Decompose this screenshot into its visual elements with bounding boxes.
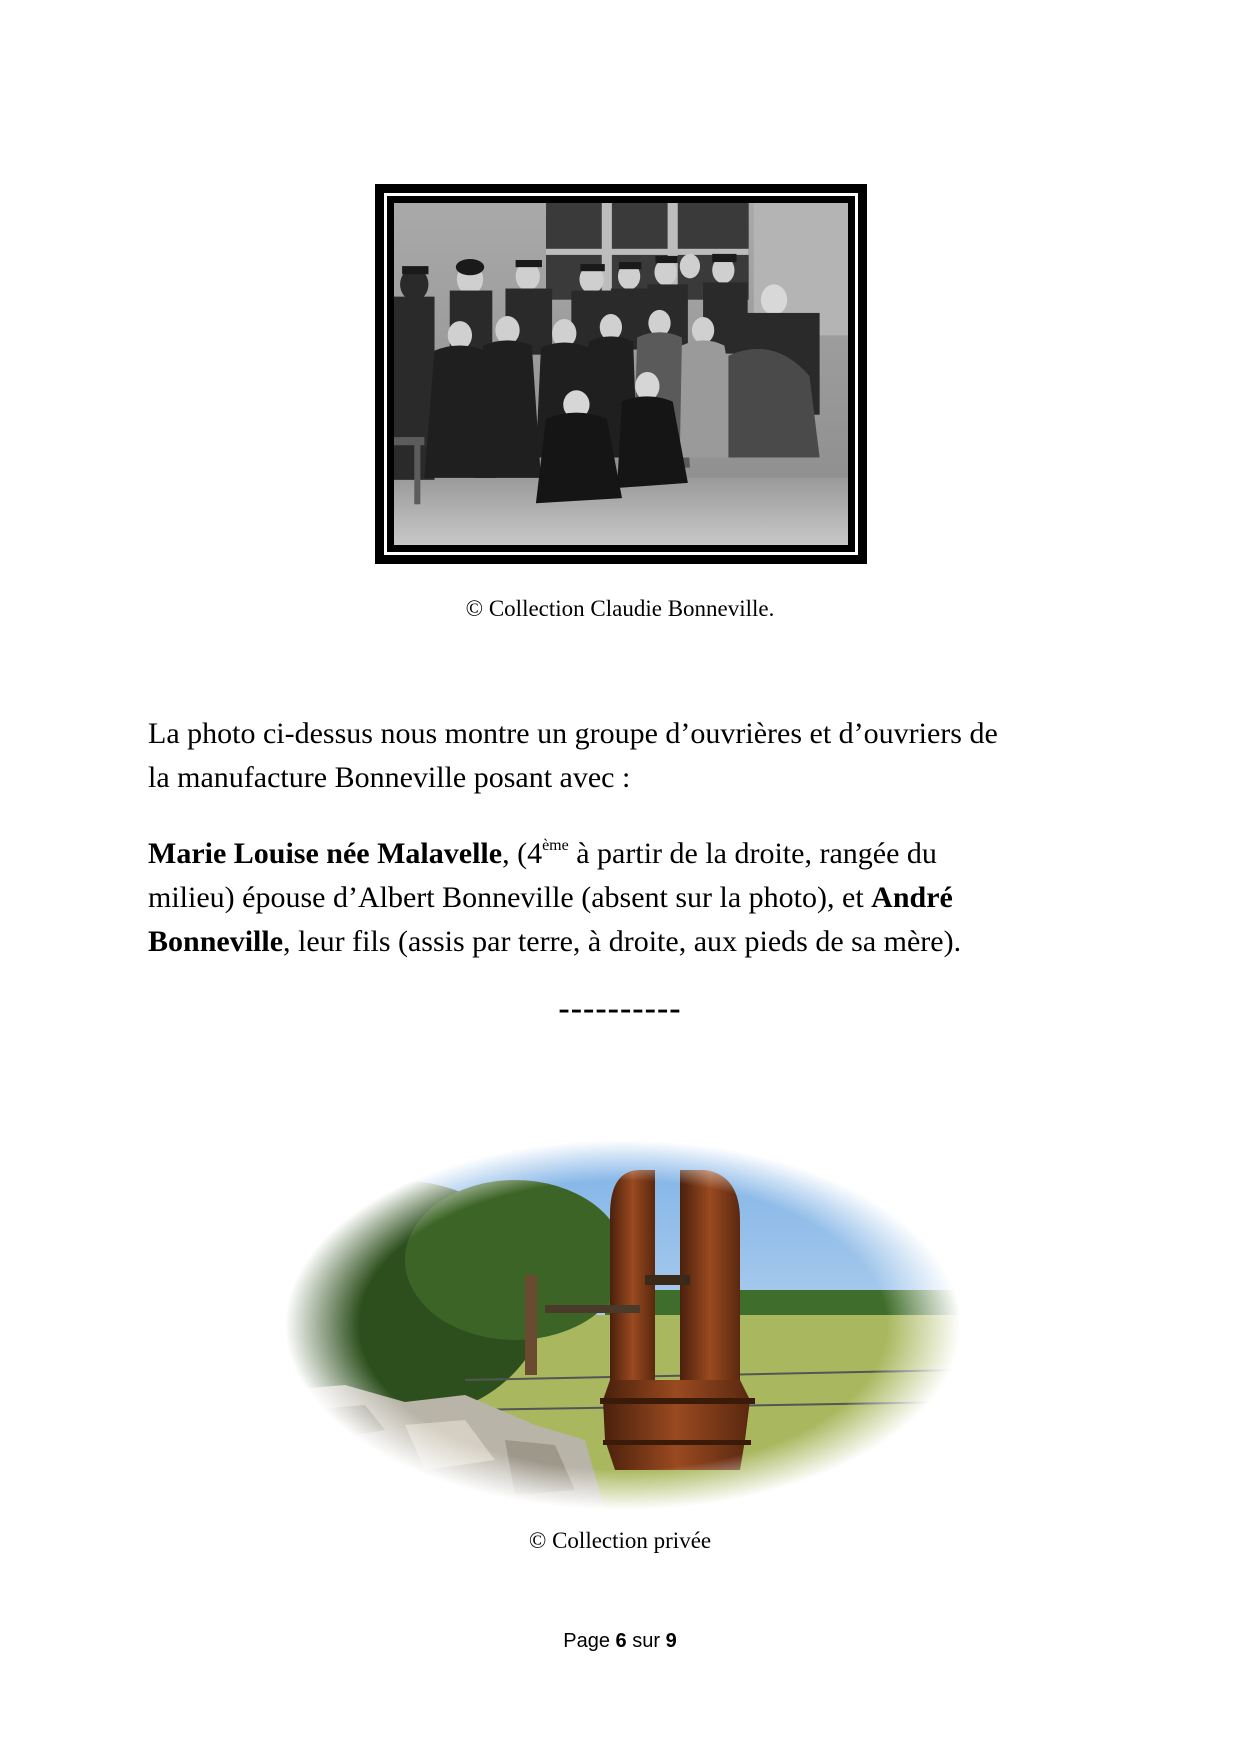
paragraph-intro-line1: La photo ci-dessus nous montre un groupe d’ouvrières et d’ouvriers de	[148, 717, 998, 750]
hat-block-photo	[285, 1140, 961, 1510]
footer-prefix: Page	[563, 1630, 616, 1652]
paragraph-persons	[148, 832, 1098, 964]
paragraph-persons-line1	[148, 832, 1098, 876]
paragraph-persons-line3	[148, 920, 1098, 964]
group-photo-image	[394, 203, 848, 545]
paragraph-intro-line2: la manufacture Bonneville posant avec :	[148, 761, 631, 794]
section-separator: ----------	[558, 990, 682, 1027]
text-fragment: , (4	[502, 837, 543, 870]
group-photo	[375, 184, 867, 564]
superscript: ème	[542, 837, 569, 854]
photo-caption-2: © Collection privée	[528, 1528, 712, 1553]
text-fragment: , leur fils (assis par terre, à droite, aux pieds de sa mère).	[283, 925, 962, 958]
current-page-number: 6	[615, 1630, 627, 1652]
person-name-marie-louise: Marie Louise née Malavelle	[148, 837, 503, 870]
paragraph-persons-line2	[148, 876, 1098, 920]
photo-frame-inner	[392, 201, 850, 547]
person-name-bonneville: Bonneville	[148, 925, 284, 958]
paragraph-intro	[148, 712, 1098, 800]
page-footer	[0, 1630, 1240, 1653]
person-name-andre: André	[871, 881, 953, 914]
footer-middle: sur	[626, 1630, 666, 1652]
text-fragment: milieu) épouse d’Albert Bonneville (absent sur la photo), et	[148, 881, 872, 914]
hat-block-photo-image	[285, 1140, 961, 1510]
total-page-count: 9	[665, 1630, 677, 1652]
photo-caption-1: © Collection Claudie Bonneville.	[465, 596, 775, 621]
photo-frame-border	[384, 193, 858, 555]
text-fragment: à partir de la droite, rangée du	[568, 837, 937, 870]
